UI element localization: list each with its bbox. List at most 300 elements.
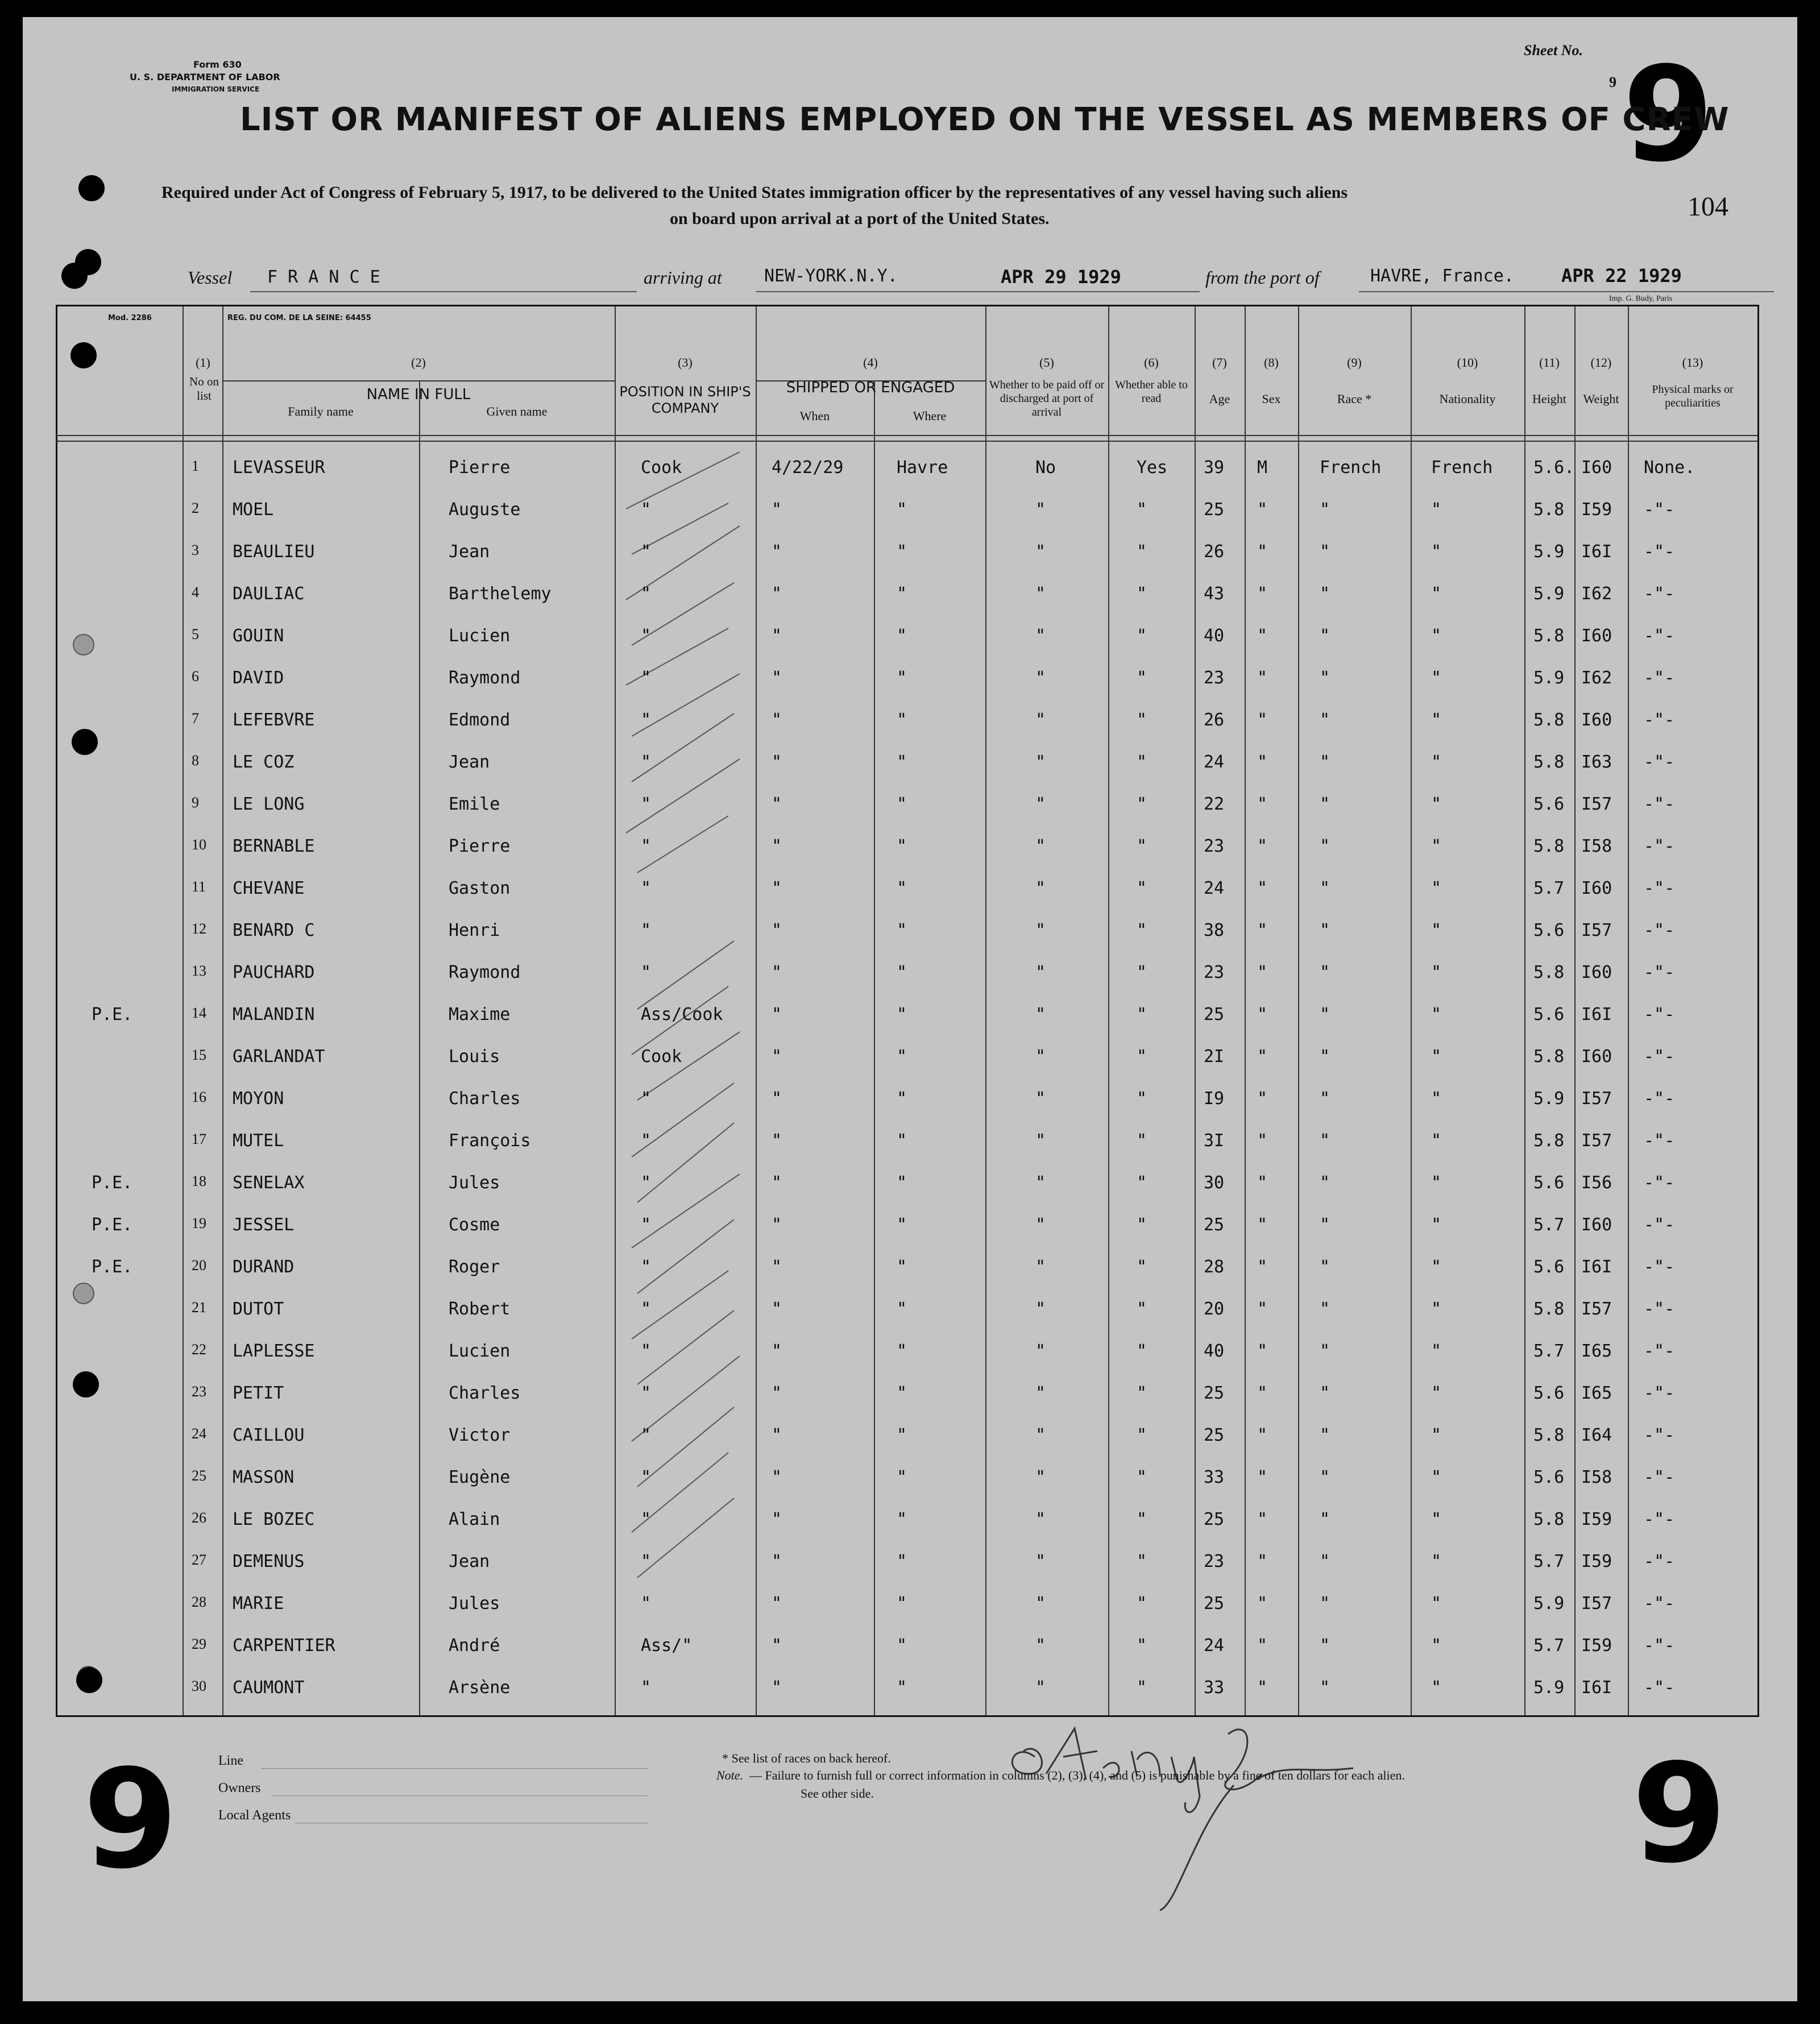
family-name-header: Family name	[288, 404, 354, 418]
able-to-read: "	[1137, 1383, 1147, 1403]
given-name: Lucien	[449, 626, 511, 646]
col13-number: (13)	[1682, 355, 1703, 370]
position: Cook	[641, 458, 682, 478]
table-row	[57, 576, 1757, 618]
shipped-when: "	[772, 878, 782, 898]
paid-off: "	[1035, 1636, 1046, 1656]
able-to-read: "	[1137, 1425, 1147, 1445]
position: "	[641, 584, 652, 604]
age: 23	[1204, 836, 1225, 856]
physical-marks: -"-	[1644, 500, 1675, 520]
col10-header: Nationality	[1439, 392, 1496, 406]
height: 5.6	[1533, 1005, 1565, 1025]
shipped-where: "	[897, 710, 907, 730]
paid-off: "	[1035, 1257, 1046, 1277]
able-to-read: "	[1137, 584, 1147, 604]
physical-marks: -"-	[1644, 836, 1675, 856]
able-to-read: "	[1137, 1509, 1147, 1529]
given-name: Charles	[449, 1383, 521, 1403]
departure-rule	[1359, 291, 1774, 292]
table-row	[57, 1417, 1757, 1459]
shipped-where: "	[897, 542, 907, 562]
able-to-read: "	[1137, 1678, 1147, 1698]
weight: I59	[1581, 1509, 1612, 1529]
family-name: CAILLOU	[233, 1425, 305, 1445]
position: Cook	[641, 1047, 682, 1067]
col4-number: (4)	[863, 355, 878, 370]
paid-off: "	[1035, 1215, 1046, 1235]
shipped-where: "	[897, 668, 907, 688]
nationality: "	[1431, 836, 1442, 856]
shipped-when: "	[772, 542, 782, 562]
family-name: BEAULIEU	[233, 542, 315, 562]
age: 25	[1204, 500, 1225, 520]
race: "	[1320, 1594, 1330, 1614]
nationality: "	[1431, 500, 1442, 520]
table-row	[57, 702, 1757, 744]
signature	[989, 1717, 1387, 1933]
height: 5.8	[1533, 963, 1565, 982]
weight: I57	[1581, 1594, 1612, 1614]
sex: "	[1257, 1005, 1268, 1025]
position: "	[641, 794, 652, 814]
weight: I6I	[1581, 1005, 1612, 1025]
able-to-read: "	[1137, 1636, 1147, 1656]
height: 5.7	[1533, 1552, 1565, 1571]
nationality: "	[1431, 542, 1442, 562]
shipped-where: "	[897, 1594, 907, 1614]
sex: "	[1257, 1341, 1268, 1361]
departure-port: HAVRE, France.	[1370, 266, 1514, 286]
shipped-when: "	[772, 1509, 782, 1529]
shipped-when: "	[772, 584, 782, 604]
row-number: 29	[192, 1636, 206, 1652]
shipped-where: "	[897, 1341, 907, 1361]
physical-marks: -"-	[1644, 1131, 1675, 1151]
race: "	[1320, 1341, 1330, 1361]
col3-number: (3)	[678, 355, 693, 370]
table-row	[57, 1165, 1757, 1207]
row-number: 10	[192, 836, 206, 853]
position: "	[641, 668, 652, 688]
physical-marks: -"-	[1644, 710, 1675, 730]
physical-marks: -"-	[1644, 1552, 1675, 1571]
race: "	[1320, 794, 1330, 814]
physical-marks: -"-	[1644, 1173, 1675, 1193]
given-name: Gaston	[449, 878, 511, 898]
given-name: Auguste	[449, 500, 521, 520]
owners-rule	[273, 1795, 648, 1796]
nationality: "	[1431, 584, 1442, 604]
shipped-when: "	[772, 1594, 782, 1614]
nationality: "	[1431, 1678, 1442, 1698]
race: "	[1320, 752, 1330, 772]
able-to-read: "	[1137, 710, 1147, 730]
sex: "	[1257, 1594, 1268, 1614]
shipped-where: "	[897, 1467, 907, 1487]
able-to-read: "	[1137, 920, 1147, 940]
row-number: 14	[192, 1005, 206, 1021]
shipped-where: "	[897, 1509, 907, 1529]
shipped-where: "	[897, 1425, 907, 1445]
physical-marks: -"-	[1644, 1299, 1675, 1319]
able-to-read: "	[1137, 1299, 1147, 1319]
paid-off: "	[1035, 920, 1046, 940]
nationality: "	[1431, 1636, 1442, 1656]
height: 5.8	[1533, 1425, 1565, 1445]
family-name: BERNABLE	[233, 836, 315, 856]
row-number: 3	[192, 542, 199, 558]
nationality: "	[1431, 752, 1442, 772]
physical-marks: -"-	[1644, 794, 1675, 814]
nationality: "	[1431, 794, 1442, 814]
shipped-when: "	[772, 1089, 782, 1109]
where-header: Where	[913, 409, 947, 423]
paid-off: "	[1035, 878, 1046, 898]
shipped-when: "	[772, 1215, 782, 1235]
nationality: "	[1431, 1131, 1442, 1151]
height: 5.9	[1533, 1089, 1565, 1109]
weight: I65	[1581, 1341, 1612, 1361]
physical-marks: -"-	[1644, 1089, 1675, 1109]
age: 24	[1204, 878, 1225, 898]
row-number: 22	[192, 1341, 206, 1358]
note-label: Note.	[716, 1768, 744, 1782]
physical-marks: -"-	[1644, 1047, 1675, 1067]
age: I9	[1204, 1089, 1225, 1109]
nationality: "	[1431, 1467, 1442, 1487]
physical-marks: -"-	[1644, 752, 1675, 772]
physical-marks: -"-	[1644, 1594, 1675, 1614]
punch-hole	[61, 263, 88, 289]
nationality: "	[1431, 1047, 1442, 1067]
family-name: GARLANDAT	[233, 1047, 325, 1067]
shipped-when: "	[772, 1047, 782, 1067]
table-row	[57, 1544, 1757, 1586]
departure-date: APR 22 1929	[1561, 265, 1682, 287]
table-row	[57, 1459, 1757, 1502]
weight: I57	[1581, 794, 1612, 814]
age: 43	[1204, 584, 1225, 604]
height: 5.9	[1533, 1678, 1565, 1698]
race: "	[1320, 500, 1330, 520]
shipped-where: "	[897, 1047, 907, 1067]
row-number: 23	[192, 1383, 206, 1400]
paid-off: "	[1035, 1467, 1046, 1487]
row-number: 12	[192, 920, 206, 937]
race: "	[1320, 1257, 1330, 1277]
paid-off: "	[1035, 584, 1046, 604]
given-name: Jean	[449, 752, 490, 772]
family-name: MARIE	[233, 1594, 284, 1614]
shipped-when: "	[772, 1299, 782, 1319]
sex: "	[1257, 1509, 1268, 1529]
manifest-subtitle-1: Required under Act of Congress of February 5, 1917, to be delivered to the United States immigration officer by the representatives of any vessel having such aliens	[161, 183, 1348, 202]
family-name: BENARD C	[233, 920, 315, 940]
vessel-name: F R A N C E	[267, 267, 380, 287]
col6-number: (6)	[1144, 355, 1159, 370]
weight: I60	[1581, 878, 1612, 898]
race: "	[1320, 1678, 1330, 1698]
position: Ass/"	[641, 1636, 693, 1656]
when-header: When	[799, 409, 830, 423]
family-name: CHEVANE	[233, 878, 305, 898]
given-name: Edmond	[449, 710, 511, 730]
age: 25	[1204, 1005, 1225, 1025]
able-to-read: "	[1137, 1341, 1147, 1361]
shipped-where: "	[897, 1299, 907, 1319]
race: "	[1320, 1552, 1330, 1571]
paid-off: "	[1035, 1131, 1046, 1151]
family-name: MOEL	[233, 500, 274, 520]
race: "	[1320, 920, 1330, 940]
paid-off: "	[1035, 1509, 1046, 1529]
weight: I6I	[1581, 1257, 1612, 1277]
age: 25	[1204, 1215, 1225, 1235]
age: 23	[1204, 1552, 1225, 1571]
weight: I57	[1581, 920, 1612, 940]
able-to-read: "	[1137, 1089, 1147, 1109]
shipped-when: "	[772, 1383, 782, 1403]
paid-off: "	[1035, 1341, 1046, 1361]
position: "	[641, 1215, 652, 1235]
printer-label: Imp. G. Budy, Paris	[1609, 295, 1673, 303]
col3-header: POSITION IN SHIP'S COMPANY	[619, 384, 751, 416]
table-row	[57, 913, 1757, 955]
table-row	[57, 955, 1757, 997]
sex: "	[1257, 1467, 1268, 1487]
family-name: DEMENUS	[233, 1552, 305, 1571]
paid-off: "	[1035, 710, 1046, 730]
row-number: 26	[192, 1509, 206, 1526]
position: "	[641, 1467, 652, 1487]
physical-marks: -"-	[1644, 1257, 1675, 1277]
paid-off: "	[1035, 1047, 1046, 1067]
nationality: "	[1431, 1005, 1442, 1025]
able-to-read: "	[1137, 1594, 1147, 1614]
sex: "	[1257, 1552, 1268, 1571]
physical-marks: -"-	[1644, 626, 1675, 646]
col8-number: (8)	[1264, 355, 1279, 370]
position: "	[641, 878, 652, 898]
given-name: Alain	[449, 1509, 500, 1529]
position: "	[641, 1383, 652, 1403]
paid-off: "	[1035, 1678, 1046, 1698]
shipped-when: "	[772, 1425, 782, 1445]
physical-marks: -"-	[1644, 1509, 1675, 1529]
crew-table	[56, 305, 1759, 1717]
position: "	[641, 710, 652, 730]
position: "	[641, 1299, 652, 1319]
position: "	[641, 626, 652, 646]
sex: "	[1257, 1383, 1268, 1403]
family-name: LE LONG	[233, 794, 305, 814]
given-name: Jules	[449, 1173, 500, 1193]
row-number: 6	[192, 668, 199, 685]
height: 5.6	[1533, 794, 1565, 814]
note-text: — Failure to furnish full or correct information in columns (2), (3), (4), and (5) is punishable by a fine of ten dollars for each alien.	[749, 1768, 1405, 1782]
col11-number: (11)	[1539, 355, 1560, 370]
weight: I60	[1581, 1047, 1612, 1067]
height: 5.7	[1533, 1341, 1565, 1361]
race: "	[1320, 1005, 1330, 1025]
nationality: "	[1431, 1383, 1442, 1403]
paid-off: "	[1035, 1299, 1046, 1319]
table-row	[57, 744, 1757, 786]
age: 2I	[1204, 1047, 1225, 1067]
able-to-read: "	[1137, 1215, 1147, 1235]
row-number: 2	[192, 500, 199, 516]
table-row	[57, 450, 1757, 492]
sex: "	[1257, 1678, 1268, 1698]
shipped-when: "	[772, 920, 782, 940]
sex: "	[1257, 500, 1268, 520]
shipped-where: "	[897, 1552, 907, 1571]
race: "	[1320, 1509, 1330, 1529]
shipped-where: "	[897, 920, 907, 940]
shipped-where: "	[897, 794, 907, 814]
height: 5.8	[1533, 1299, 1565, 1319]
race: "	[1320, 542, 1330, 562]
nationality: "	[1431, 1089, 1442, 1109]
shipped-where: "	[897, 752, 907, 772]
age: 26	[1204, 542, 1225, 562]
race: "	[1320, 1089, 1330, 1109]
arrival-port: NEW-YORK.N.Y.	[764, 266, 898, 286]
height: 5.6	[1533, 1467, 1565, 1487]
weight: I64	[1581, 1425, 1612, 1445]
row-number: 17	[192, 1131, 206, 1147]
position: "	[641, 500, 652, 520]
shipped-where: "	[897, 1383, 907, 1403]
sex: "	[1257, 542, 1268, 562]
height: 5.8	[1533, 1131, 1565, 1151]
table-row	[57, 1502, 1757, 1544]
table-row	[57, 1586, 1757, 1628]
height: 5.8	[1533, 752, 1565, 772]
age: 40	[1204, 1341, 1225, 1361]
row-number: 25	[192, 1467, 206, 1484]
weight: I6I	[1581, 542, 1612, 562]
height: 5.8	[1533, 500, 1565, 520]
row-number: 5	[192, 626, 199, 642]
shipped-when: "	[772, 794, 782, 814]
manifest-title: LIST OR MANIFEST OF ALIENS EMPLOYED ON THE VESSEL AS MEMBERS OF CREW	[240, 101, 1730, 138]
sex: "	[1257, 1215, 1268, 1235]
family-name: MASSON	[233, 1467, 295, 1487]
weight: I60	[1581, 1215, 1612, 1235]
form-number: Form 630	[193, 59, 242, 70]
position: "	[641, 963, 652, 982]
table-row	[57, 1628, 1757, 1670]
shipped-where: "	[897, 500, 907, 520]
vessel-label: Vessel	[188, 267, 233, 288]
age: 25	[1204, 1425, 1225, 1445]
shipped-where: "	[897, 1089, 907, 1109]
line-rule	[262, 1768, 648, 1769]
table-row	[57, 618, 1757, 660]
col2-number: (2)	[411, 355, 426, 370]
given-name: Henri	[449, 920, 500, 940]
race: "	[1320, 1173, 1330, 1193]
physical-marks: -"-	[1644, 1383, 1675, 1403]
paid-off: "	[1035, 1383, 1046, 1403]
given-name: Raymond	[449, 963, 521, 982]
col6-header: Whether able to read	[1115, 379, 1188, 405]
row-number: 28	[192, 1594, 206, 1610]
given-name: Victor	[449, 1425, 511, 1445]
age: 20	[1204, 1299, 1225, 1319]
col9-header: Race *	[1337, 392, 1372, 406]
agents-label: Local Agents	[218, 1808, 291, 1823]
height: 5.6	[1533, 1257, 1565, 1277]
family-name: SENELAX	[233, 1173, 305, 1193]
row-number: 30	[192, 1678, 206, 1694]
height: 5.8	[1533, 710, 1565, 730]
race: "	[1320, 626, 1330, 646]
shipped-where: "	[897, 1636, 907, 1656]
family-name: MUTEL	[233, 1131, 284, 1151]
physical-marks: -"-	[1644, 584, 1675, 604]
position: "	[641, 920, 652, 940]
row-mark: P.E.	[92, 1173, 133, 1193]
able-to-read: "	[1137, 668, 1147, 688]
able-to-read: "	[1137, 542, 1147, 562]
able-to-read: "	[1137, 1005, 1147, 1025]
able-to-read: "	[1137, 1467, 1147, 1487]
table-row	[57, 534, 1757, 576]
shipped-where: "	[897, 1678, 907, 1698]
physical-marks: -"-	[1644, 1215, 1675, 1235]
paid-off: "	[1035, 963, 1046, 982]
given-name: Pierre	[449, 458, 511, 478]
paid-off: "	[1035, 794, 1046, 814]
nationality: "	[1431, 1257, 1442, 1277]
physical-marks: -"-	[1644, 963, 1675, 982]
paid-off: "	[1035, 1089, 1046, 1109]
position: "	[641, 1257, 652, 1277]
sheet-number-bottom-right: 9	[1632, 1734, 1727, 1893]
shipped-when: "	[772, 752, 782, 772]
paid-off: "	[1035, 836, 1046, 856]
paid-off: "	[1035, 626, 1046, 646]
col5-header: Whether to be paid off or discharged at port of arrival	[989, 379, 1105, 418]
shipped-when: "	[772, 1467, 782, 1487]
sheet-number: 9	[1623, 39, 1714, 191]
weight: I60	[1581, 458, 1612, 478]
row-number: 8	[192, 752, 199, 769]
age: 23	[1204, 963, 1225, 982]
row-number: 15	[192, 1047, 206, 1063]
age: 33	[1204, 1467, 1225, 1487]
shipped-where: "	[897, 1215, 907, 1235]
given-name: Robert	[449, 1299, 511, 1319]
weight: I59	[1581, 1636, 1612, 1656]
shipped-when: "	[772, 1552, 782, 1571]
race: "	[1320, 836, 1330, 856]
physical-marks: -"-	[1644, 542, 1675, 562]
row-mark: P.E.	[92, 1005, 133, 1025]
physical-marks: -"-	[1644, 1636, 1675, 1656]
age: 3I	[1204, 1131, 1225, 1151]
paid-off: No	[1035, 458, 1056, 478]
row-number: 13	[192, 963, 206, 979]
position: "	[641, 836, 652, 856]
weight: I56	[1581, 1173, 1612, 1193]
height: 5.6.	[1533, 458, 1575, 478]
age: 25	[1204, 1383, 1225, 1403]
given-name: François	[449, 1131, 531, 1151]
